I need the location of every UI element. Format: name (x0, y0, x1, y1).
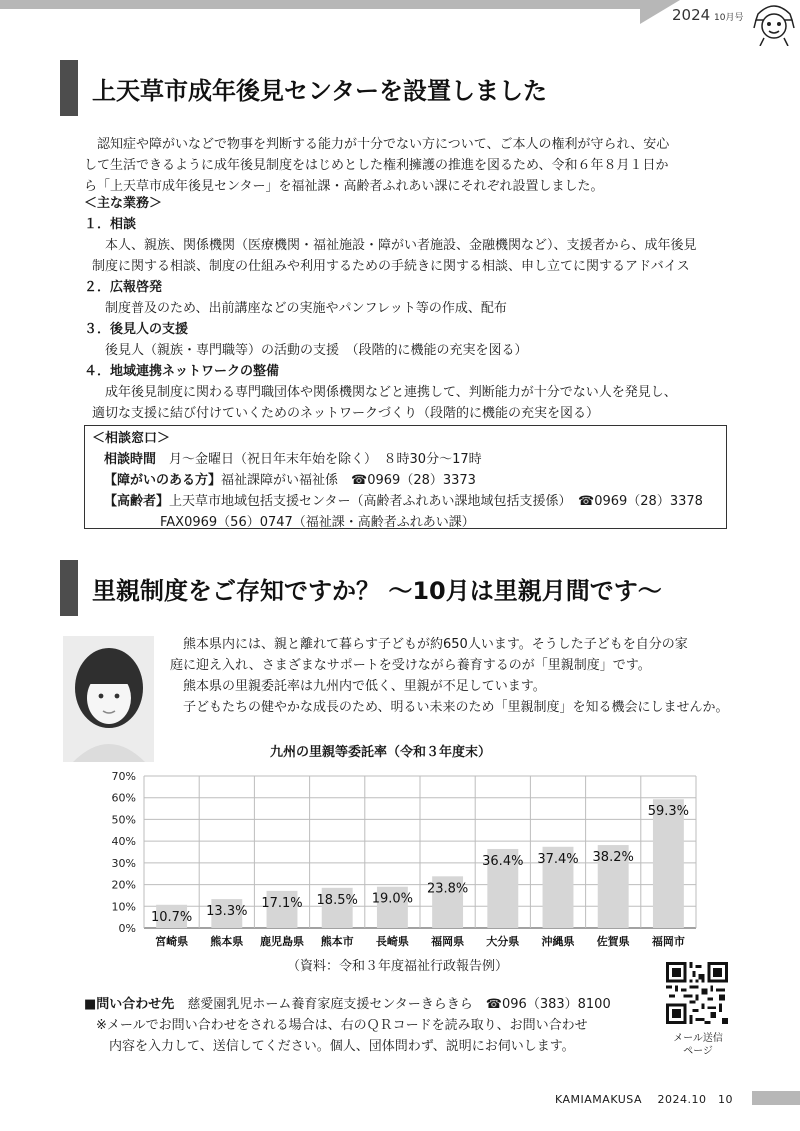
heading-bar (60, 560, 78, 616)
section2-heading (60, 560, 662, 616)
data-label: 10.7% (150, 909, 193, 925)
duty-heading: ２．広報啓発 (84, 280, 163, 295)
section1-heading (60, 60, 547, 116)
section2-title: 里親制度をご存知ですか？ ～10月は里親月間です～ (92, 576, 662, 605)
intro-line: して生活できるように成年後見制度をはじめとした権利擁護の推進を図るため、令和６年８月１日か (84, 158, 669, 173)
y-tick-label: 30% (111, 856, 136, 870)
data-label: 38.2% (592, 850, 634, 866)
y-tick-label: 50% (111, 813, 136, 827)
x-tick-label: 大分県 (486, 935, 520, 948)
section1-title: 上天草市成年後見センターを設置しました (92, 76, 548, 105)
hours-label: 相談時間 (104, 452, 157, 467)
y-tick-label: 20% (111, 878, 136, 892)
chart-source: （資料：令和３年度福祉行政報告例） (287, 959, 509, 974)
qr-code[interactable] (666, 962, 728, 1024)
duty-line: 後見人（親族・専門職等）の活動の支援 （段階的に機能の充実を図る） (92, 343, 528, 358)
duty-heading: ４．地域連携ネットワークの整備 (84, 364, 280, 379)
note-line: 内容を入力して、送信してください。個人、団体問わず、説明にお伺いします。 (96, 1039, 575, 1054)
x-tick-label: 鹿児島県 (260, 935, 304, 948)
intro-paragraph (84, 134, 669, 197)
qr-caption-line: メール送信 (673, 1033, 723, 1044)
x-tick-label: 熊本市 (320, 935, 354, 948)
chart-title: 九州の里親等委託率（令和３年度末） (270, 745, 492, 760)
elderly-label: 【高齢者】 (104, 494, 170, 509)
qr-caption-line: ページ (683, 1046, 713, 1057)
data-label: 13.3% (206, 904, 248, 920)
duty-line: 制度に関する相談、制度の仕組みや利用するための手続きに関する相談、申し立てに関するアドバイス (92, 259, 690, 274)
duty-line: 本人、親族、関係機関（医療機関・福祉施設・障がい者施設、金融機関など）、支援者から、成年後見 (92, 238, 697, 253)
child-photo (63, 636, 154, 762)
data-label: 18.5% (316, 892, 358, 908)
footer-magazine: KAMIAMAKUSA (555, 1093, 643, 1106)
x-tick-label: 熊本県 (210, 935, 244, 948)
intro-line: ら「上天草市成年後見センター」を福祉課・高齢者ふれあい課にそれぞれ設置しました。 (84, 179, 604, 194)
inquiry-value: 慈愛園乳児ホーム養育家庭支援センターきらきら (187, 997, 486, 1012)
y-tick-label: 40% (111, 835, 136, 849)
note-line: ※メールでお問い合わせをされる場合は、右のＱＲコードを読み取り、お問い合わせ (96, 1018, 588, 1033)
duty-heading: １．相談 (84, 217, 137, 232)
inquiry-phone[interactable]: 096（383）8100 (502, 997, 611, 1012)
body-line: 熊本県内には、親と離れて暮らす子どもが約650人います。そうした子どもを自分の家 (170, 637, 688, 652)
phone-icon: ☎ (485, 997, 502, 1012)
contact-details (92, 428, 703, 533)
header-band (0, 0, 660, 9)
y-tick-label: 10% (111, 900, 136, 914)
elderly-value: 上天草市地域包括支援センター（高齢者ふれあい課地域包括支援係） (169, 494, 578, 509)
duty-line: 制度普及のため、出前講座などの実施やパンフレット等の作成、配布 (92, 301, 507, 316)
data-label: 19.0% (371, 891, 414, 907)
x-tick-label: 佐賀県 (596, 935, 630, 948)
fax-line: FAX0969（56）0747（福祉課・高齢者ふれあい課） (160, 515, 475, 530)
hours-value: 月～金曜日（祝日年末年始を除く） ８時30分～17時 (169, 452, 482, 467)
issue-month: 10月号 (714, 13, 744, 23)
x-tick-label: 沖縄県 (541, 935, 575, 948)
y-tick-label: 70% (111, 770, 136, 783)
elderly-phone[interactable]: 0969（28）3378 (594, 494, 703, 509)
phone-icon: ☎ (351, 473, 368, 488)
footer (555, 1091, 733, 1107)
intro-line: 認知症や障がいなどで物事を判断する能力が十分でない方について、ご本人の権利が守られ、安心 (84, 137, 670, 152)
inquiry-block (84, 994, 611, 1057)
bar-chart (100, 760, 700, 952)
contact-heading: ＜相談窓口＞ (92, 431, 171, 446)
heading-bar (60, 60, 78, 116)
duties-list (84, 193, 697, 424)
inquiry-label: ■問い合わせ先 (84, 997, 175, 1012)
disabled-value: 福祉課障がい福祉係 (221, 473, 352, 488)
x-tick-label: 長崎県 (375, 935, 409, 948)
x-tick-label: 福岡県 (431, 935, 465, 948)
duties-heading: ＜主な業務＞ (84, 196, 163, 211)
body-line: 庭に迎え入れ、さまざまなサポートを受けながら養育するのが「里親制度」です。 (170, 658, 651, 673)
phone-icon: ☎ (578, 494, 595, 509)
y-tick-label: 60% (111, 791, 136, 805)
page-number: 10 (718, 1093, 734, 1106)
duty-heading: ３．後見人の支援 (84, 322, 189, 337)
disabled-label: 【障がいのある方】 (104, 473, 222, 488)
x-tick-label: 宮崎県 (155, 935, 189, 948)
disabled-phone[interactable]: 0969（28）3373 (367, 473, 476, 488)
data-label: 59.3% (647, 804, 690, 820)
body-line: 熊本県の里親委託率は九州内で低く、里親が不足しています。 (170, 679, 546, 694)
data-label: 17.1% (261, 895, 303, 911)
duty-line: 成年後見制度に関わる専門職団体や関係機関などと連携して、判断能力が十分でない人を発見し、 (92, 385, 677, 400)
data-label: 37.4% (537, 851, 579, 867)
footer-bar (752, 1091, 800, 1105)
data-label: 36.4% (482, 853, 524, 869)
duty-line: 適切な支援に結び付けていくためのネットワークづくり（段階的に機能の充実を図る） (92, 406, 600, 421)
x-tick-label: 福岡市 (651, 935, 685, 948)
mascot-icon (752, 0, 796, 46)
footer-date: 2024.10 (657, 1093, 707, 1106)
y-tick-label: 0% (118, 922, 136, 935)
data-label: 23.8% (426, 881, 469, 897)
body-line: 子どもたちの健やかな成長のため、明るい未来のため「里親制度」を知る機会にしませんか。 (170, 700, 729, 715)
section2-body (170, 634, 728, 718)
issue-year: 2024 (672, 6, 711, 24)
qr-caption (660, 1032, 736, 1058)
